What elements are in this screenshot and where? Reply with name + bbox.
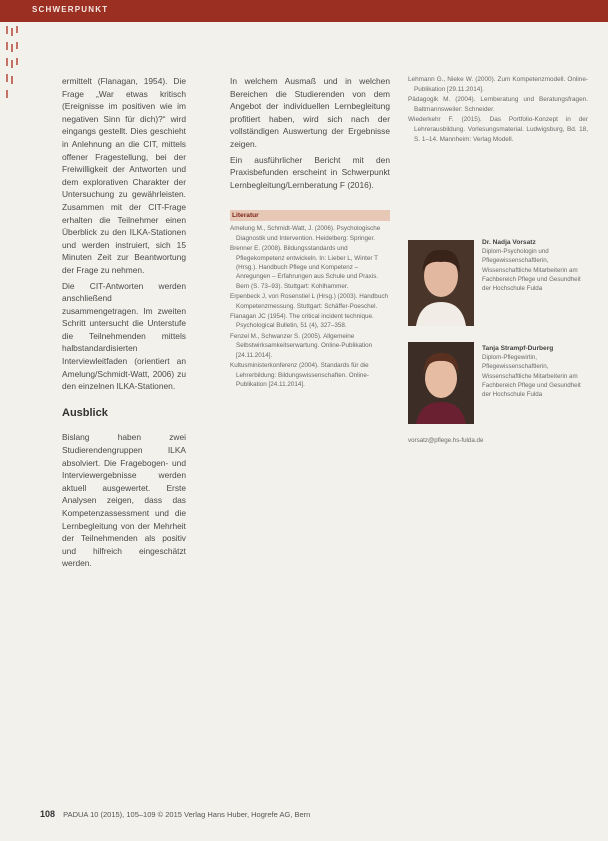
reference-item: Fenzel M., Schwanzer S. (2005). Allgemeine Selbstwirksamkeitserwartung. Online-Publikation [24.11.2014]. xyxy=(230,332,373,359)
reference-item: Pädagogik M. (2004). Lernberatung und Beratungsfragen. Baltmannsweiler: Schneider. xyxy=(408,96,588,113)
column-1 xyxy=(62,75,186,573)
reference-item: Erpenbeck J, von Rosenstiel L (Hrsg.) (2003). Handbuch Kompetenzmessung. Stuttgart: Schäffer-Poeschel. xyxy=(230,293,388,310)
column-2 xyxy=(230,75,390,194)
section-heading: Ausblick xyxy=(62,406,108,419)
author-name: Tanja Strampf-Durberg xyxy=(482,345,554,352)
body-paragraph: ermittelt (Flanagan, 1954). Die Frage „War etwas kritisch (Ereignisse im positiven wie im negativen Sinn für dich)?“ wird eingangs gestellt. Dies geschieht in Anlehnung an die CIT, mittels offener Fragestellung, bei der Freiwilligkeit der Antworten und dem explorativen Charakter der Untersuchung zu gewährleisten. Zusammen mit der CIT-Frage erhalten die Teilnehmer einen Überblick zu den ILKA-Stationen und werden instruiert, sich 15 Minuten Zeit zur Beantwortung der Frage zu nehmen. xyxy=(62,76,186,275)
column-3-references xyxy=(408,75,588,145)
author-photo xyxy=(408,342,474,424)
reference-item: Lehmann G., Nieke W. (2000). Zum Kompetenzmodell. Online-Publikation [29.11.2014]. xyxy=(408,76,588,93)
section-label: SCHWERPUNKT xyxy=(32,5,109,14)
author-name: Dr. Nadja Vorsatz xyxy=(482,239,536,246)
page-number: 108 xyxy=(40,809,56,819)
header-bar xyxy=(0,0,608,22)
author-description: Diplom-Pflegewirtin, Pflegewissenschaftlerin, Wissenschaftliche Mitarbeiterin am Fachbereich Pflege und Gesundheit der Hochschule Fulda xyxy=(482,354,581,399)
author-bio xyxy=(482,344,588,399)
body-paragraph: Die CIT-Antworten werden anschließend zusammengetragen. Im zweiten Schritt untersucht die Unterstufe die Teilnehmenden mittels halbstandardisierten Interviewleitfaden (orientiert an Amelung/Schmidt-Watt, 2006) zu den einzelnen ILKA-Stationen. xyxy=(62,280,186,392)
reference-item: Wiederkehr F. (2015). Das Portfolio-Konzept in der Lehrerausbildung. Vorlesungsmaterial. Ludwigsburg, Bd. 18, S. 1–14. Mannheim: Verlag Modell. xyxy=(408,116,588,143)
body-paragraph: Ein ausführlicher Bericht mit den Praxisbefunden erscheint in Schwerpunkt Lernbegleitung/Lernberatung F (2016). xyxy=(230,154,390,190)
reference-item: Flanagan JC (1954). The critical incident technique. Psychological Bulletin, 51 (4), 327–358. xyxy=(230,313,374,330)
footer-text: PADUA 10 (2015), 105–109 © 2015 Verlag Hans Huber, Hogrefe AG, Bern xyxy=(63,810,311,819)
author-email: vorsatz@pflege.hs-fulda.de xyxy=(408,437,484,444)
reference-item: Amelung M., Schmidt-Watt, J. (2006). Psychologische Diagnostik und Intervention. Heidelberg: Springer. xyxy=(230,225,381,242)
author-bio xyxy=(482,238,588,293)
reference-item: Kultusministerkonferenz (2004). Standards für die Lehrerbildung: Bildungswissenschaften. Online-Publikation [24.11.2014]. xyxy=(230,362,370,388)
author-photo xyxy=(408,240,474,326)
body-paragraph: In welchem Ausmaß und in welchen Bereichen die Studierenden von dem Angebot der individuellen Lernbegleitung profitiert haben, wird sich nach der vollständigen Auswertung der Ergebnisse zeigen. xyxy=(230,76,390,149)
literature-box xyxy=(230,210,390,390)
literature-title: Literatur xyxy=(230,210,390,221)
page-footer xyxy=(40,809,310,819)
decorative-marks xyxy=(4,22,22,112)
reference-item: Brenner E. (2008). Bildungsstandards und Pflegekompetenz entwickeln. In: Lieber L, Winter T (Hrsg.). Handbuch Pflege und Kompetenz – Anregungen – Erfahrungen aus Schule und Praxis. Bern (S. 73–93). Stuttgart: Kohlhammer. xyxy=(230,245,379,290)
author-description: Diplom-Psychologin und Pflegewissenschaftlerin, Wissenschaftliche Mitarbeiterin am Fachbereich Pflege und Gesundheit der Hochschule Fulda xyxy=(482,248,581,293)
body-paragraph: Bislang haben zwei Studierendengruppen ILKA absolviert. Die Fragebogen- und Interviewergebnisse werden aktuell ausgewertet. Erste Analysen zeigen, dass das Kompetenzassessment und die Lernbegleitung von der Mehrheit der Teilnehmenden als positiv und hilfreich eingeschätzt werden. xyxy=(62,432,186,569)
